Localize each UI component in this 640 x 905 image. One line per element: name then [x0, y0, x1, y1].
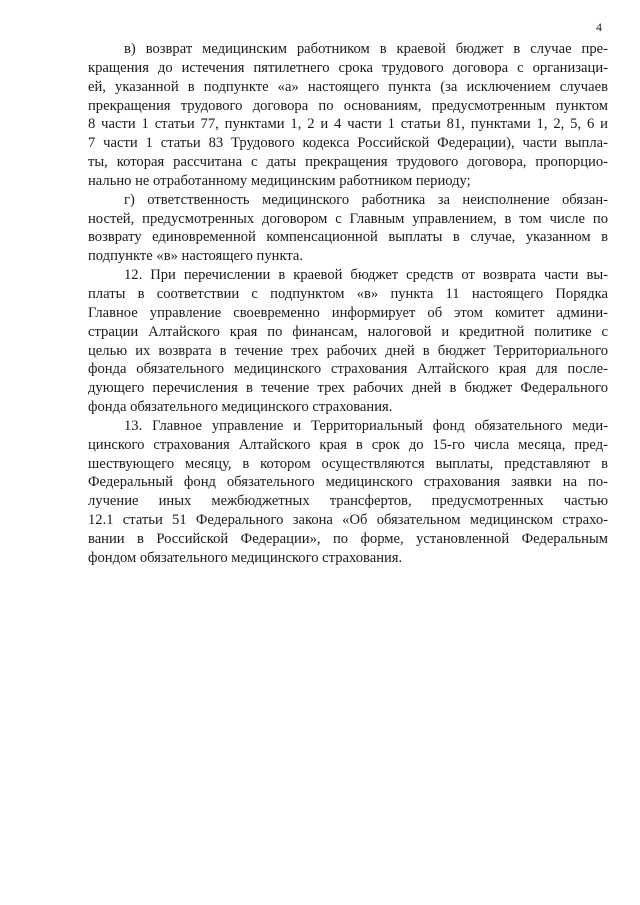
- text-line: цинского страхования Алтайского края в срок до 15-го числа месяца, пред-: [88, 436, 608, 453]
- text-line: 13. Главное управление и Территориальный фонд обязательного меди-: [124, 417, 608, 434]
- text-line: в) возврат медицинским работником в краевой бюджет в случае пре-: [124, 41, 608, 57]
- text-line: г) ответственность медицинского работника за неисполнение обязан-: [124, 191, 608, 208]
- text-line: дующего перечисления в течение трех рабочих дней в бюджет Федерального: [88, 380, 608, 397]
- text-line: целью их возврата в течение трех рабочих дней в бюджет Территориального: [88, 342, 608, 359]
- text-line: фонда обязательного медицинского страхования.: [88, 399, 393, 416]
- text-line: фонда обязательного медицинского страхования Алтайского края для после-: [88, 361, 608, 378]
- page-number: 4: [596, 20, 602, 34]
- text-line: прекращения трудового договора по основаниям, предусмотренным пунктом: [88, 97, 608, 114]
- text-line: вании в Российской Федерации», по форме, установленной Федеральным: [88, 530, 608, 547]
- text-line: шествующего месяцу, в котором осуществляются выплаты, представляют в: [88, 455, 608, 472]
- text-line: кращения до истечения пятилетнего срока трудового договора с организаци-: [88, 59, 608, 76]
- text-line: ты, которая рассчитана с даты прекращения трудового договора, пропорцио-: [88, 154, 608, 171]
- text-line: 12. При перечислении в краевой бюджет средств от возврата части вы-: [124, 267, 608, 284]
- text-line: подпункте «в» настоящего пункта.: [88, 248, 304, 265]
- text-line: Федеральный фонд обязательного медицинского страхования заявки на по-: [88, 474, 608, 491]
- document-body: [88, 40, 608, 568]
- text-line: страции Алтайского края по финансам, налоговой и кредитной политике с: [88, 323, 608, 340]
- text-line: платы в соответствии с подпунктом «в» пункта 11 настоящего Порядка: [88, 285, 608, 302]
- text-line: лучение иных межбюджетных трансфертов, предусмотренных частью: [88, 493, 608, 510]
- text-line: фондом обязательного медицинского страхования.: [88, 549, 403, 566]
- text-line: ей, указанной в подпункте «а» настоящего пункта (за исключением случаев: [88, 78, 608, 95]
- text-line: ностей, предусмотренных договором с Главным управлением, в том числе по: [88, 210, 608, 227]
- text-line: Главное управление своевременно информирует об этом комитет админи-: [88, 304, 608, 321]
- text-line: 8 части 1 статьи 77, пунктами 1, 2 и 4 части 1 статьи 81, пунктами 1, 2, 5, 6 и: [88, 116, 608, 133]
- text-line: возврату единовременной компенсационной выплаты в случае, указанном в: [88, 229, 608, 246]
- text-line: нально не отработанному медицинским работником периоду;: [88, 172, 471, 189]
- text-line: 7 части 1 статьи 83 Трудового кодекса Российской Федерации), части выпла-: [88, 135, 608, 152]
- text-line: 12.1 статьи 51 Федерального закона «Об обязательном медицинском страхо-: [88, 512, 608, 529]
